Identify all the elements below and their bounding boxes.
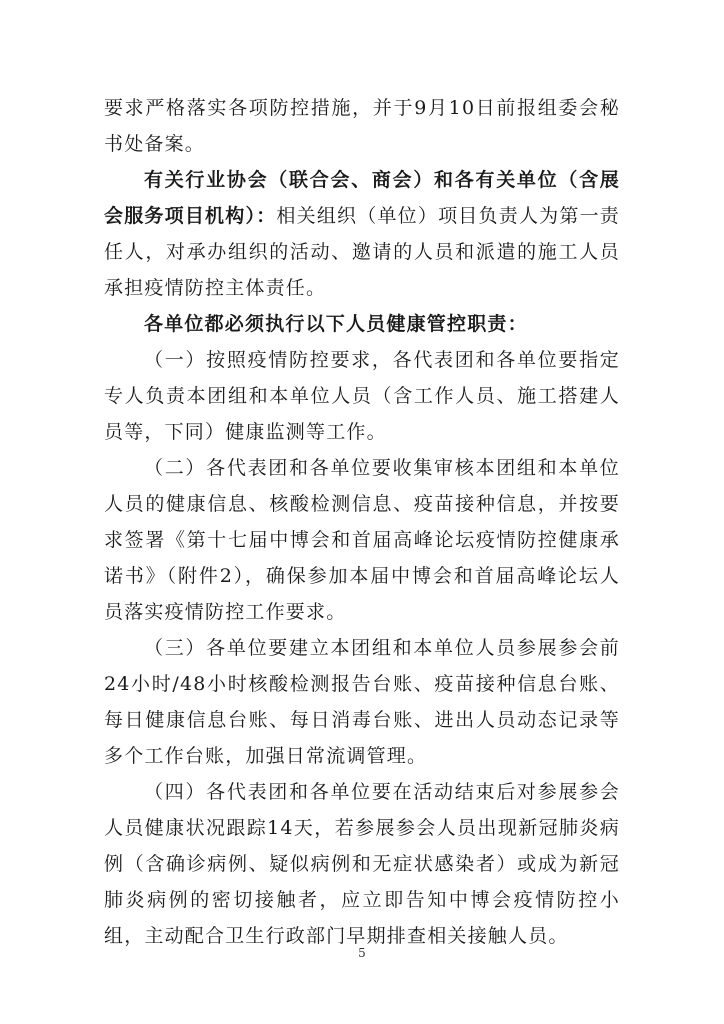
paragraph-heading: 各单位都必须执行以下人员健康管控职责： bbox=[144, 313, 528, 335]
paragraph-item-1: （一）按照疫情防控要求，各代表团和各单位要指定专人负责本团组和本单位人员（含工作人员、施工搭建人员等，下同）健康监测等工作。 bbox=[104, 349, 620, 443]
paragraph-item-4: （四）各代表团和各单位要在活动结束后对参展参会人员健康状况跟踪14天，若参展参会人员出现新冠肺炎病例（含确诊病例、疑似病例和无症状感染者）或成为新冠肺炎病例的密切接触者，应立即告知中博会疫情防控小组，主动配合卫生行政部门早期排查相关接触人员。 bbox=[104, 781, 620, 947]
paragraph-responsibility bbox=[104, 162, 620, 306]
paragraph-continuation: 要求严格落实各项防控措施，并于9月10日前报组委会秘书处备案。 bbox=[104, 97, 620, 155]
page-number: 5 bbox=[358, 946, 366, 960]
paragraph-item-2: （二）各代表团和各单位要收集审核本团组和本单位人员的健康信息、核酸检测信息、疫苗接种信息，并按要求签署《第十七届中博会和首届高峰论坛疫情防控健康承诺书》（附件2），确保参加本届中博会和首届高峰论坛人员落实疫情防控工作要求。 bbox=[104, 457, 620, 623]
paragraph-rest: 相关组织（单位）项目负责人为第一责任人，对承办组织的活动、邀请的人员和派遣的施工人员承担疫情防控主体责任。 bbox=[104, 205, 620, 299]
paragraph-lead: 有关行业协会（联合会、商会）和各有关单位（含展会服务项目机构）： bbox=[104, 169, 620, 227]
paragraph-item-3: （三）各单位要建立本团组和本单位人员参展参会前24小时/48小时核酸检测报告台账、疫苗接种信息台账、每日健康信息台账、每日消毒台账、进出人员动态记录等多个工作台账，加强日常流调管理。 bbox=[104, 637, 620, 767]
document-body bbox=[104, 90, 620, 954]
